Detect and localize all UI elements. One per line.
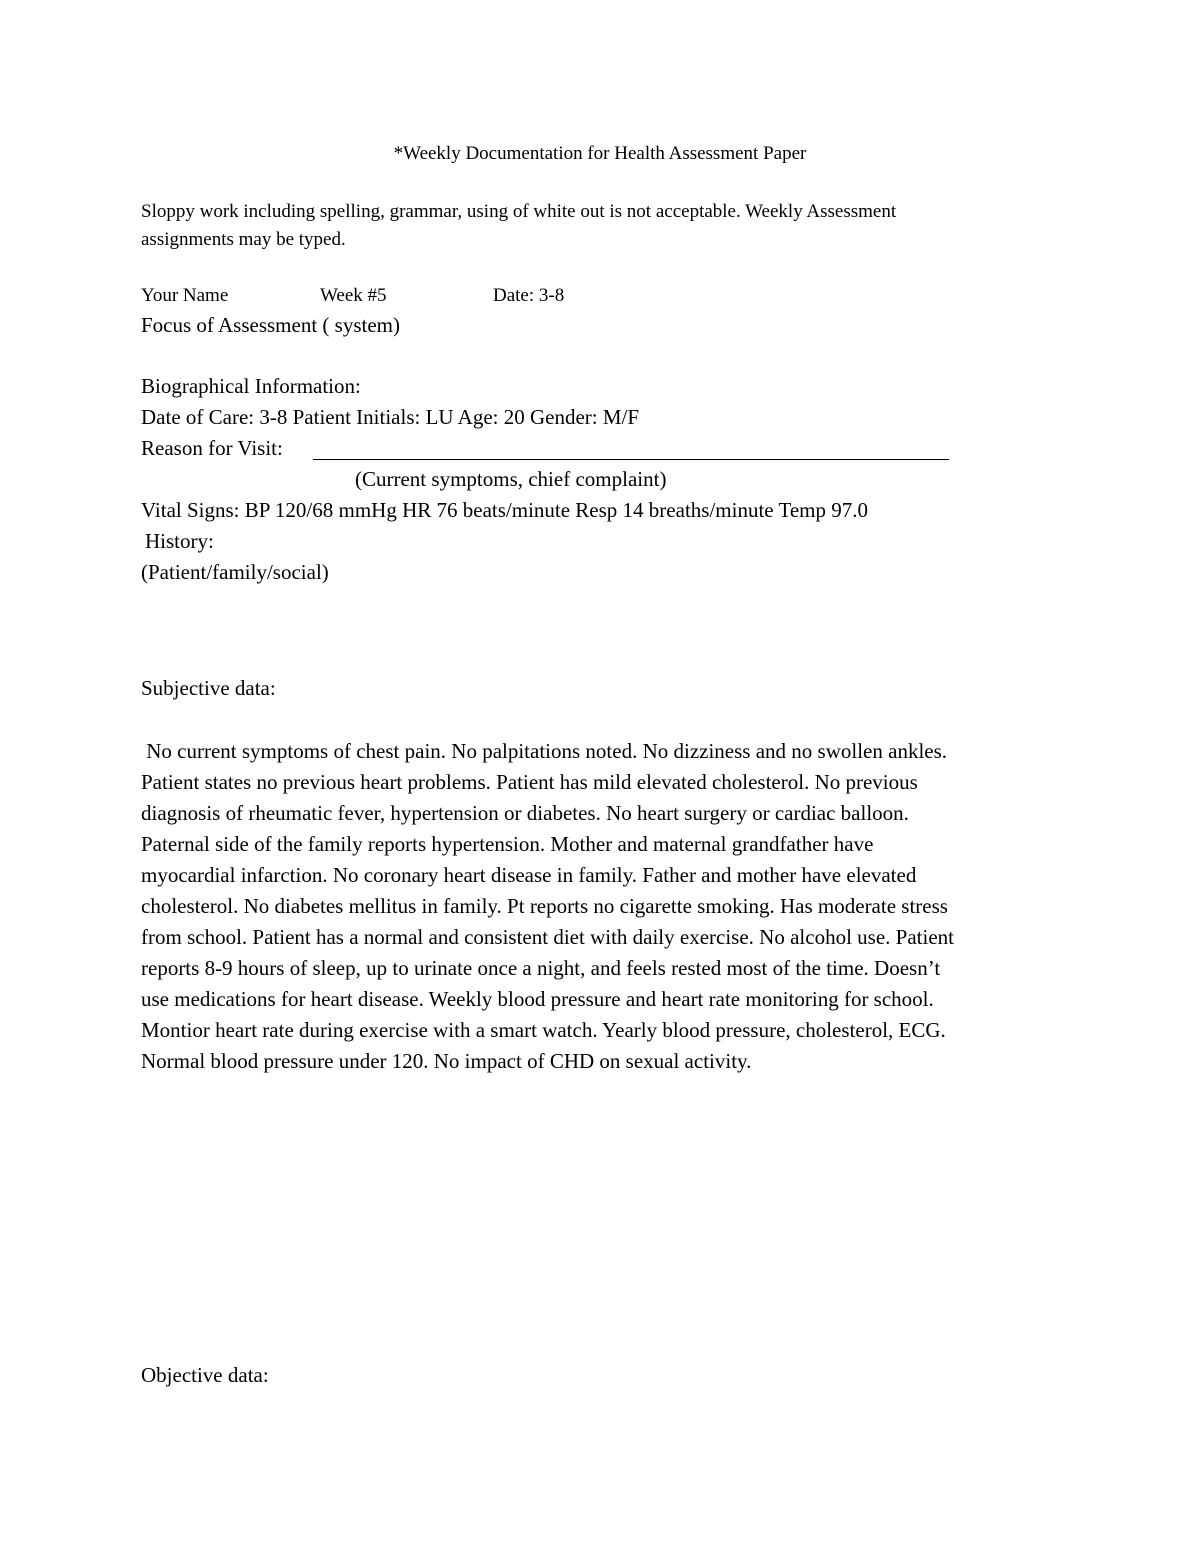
subjective-data-body (141, 736, 1061, 1077)
instructions-line-2: assignments may be typed. (141, 229, 346, 250)
vital-signs: Vital Signs: BP 120/68 mmHg HR 76 beats/minute Resp 14 breaths/minute Temp 97.0 (141, 498, 868, 522)
reason-for-visit-blank-line (313, 459, 949, 460)
focus-of-assessment: Focus of Assessment ( system) (141, 313, 400, 337)
biographical-heading: Biographical Information: (141, 374, 361, 398)
your-name-label: Your Name (141, 285, 229, 306)
subjective-line: cholesterol. No diabetes mellitus in family. Pt reports no cigarette smoking. Has moderate stress (141, 894, 948, 918)
reason-for-visit-label: Reason for Visit: (141, 436, 283, 460)
subjective-line: use medications for heart disease. Weekly blood pressure and heart rate monitoring for school. (141, 987, 934, 1011)
document-title: *Weekly Documentation for Health Assessment Paper (393, 143, 807, 164)
subjective-line: No current symptoms of chest pain. No palpitations noted. No dizziness and no swollen ankles. (141, 739, 948, 763)
subjective-line: Paternal side of the family reports hypertension. Mother and maternal grandfather have (141, 832, 874, 856)
reason-for-visit-hint: (Current symptoms, chief complaint) (355, 467, 667, 491)
biographical-details: Date of Care: 3-8 Patient Initials: LU Age: 20 Gender: M/F (141, 405, 640, 429)
instructions-line-1: Sloppy work including spelling, grammar, using of white out is not acceptable. Weekly Assessment (141, 201, 897, 222)
subjective-line: Patient states no previous heart problems. Patient has mild elevated cholesterol. No previous (141, 770, 918, 794)
history-subheading: (Patient/family/social) (141, 560, 329, 584)
subjective-data-heading: Subjective data: (141, 676, 276, 700)
subjective-line: diagnosis of rheumatic fever, hypertension or diabetes. No heart surgery or cardiac balloon. (141, 801, 909, 825)
subjective-line: Normal blood pressure under 120. No impact of CHD on sexual activity. (141, 1049, 752, 1073)
subjective-line: Montior heart rate during exercise with a smart watch. Yearly blood pressure, cholesterol, ECG. (141, 1018, 946, 1042)
history-heading: History: (145, 529, 214, 553)
week-label: Week #5 (320, 285, 387, 306)
objective-data-heading: Objective data: (141, 1363, 269, 1387)
subjective-line: from school. Patient has a normal and consistent diet with daily exercise. No alcohol use. Patient (141, 925, 954, 949)
date-label: Date: 3-8 (493, 285, 565, 306)
subjective-line: myocardial infarction. No coronary heart disease in family. Father and mother have elevated (141, 863, 917, 887)
subjective-line: reports 8-9 hours of sleep, up to urinate once a night, and feels rested most of the time. Doesn’t (141, 956, 941, 980)
